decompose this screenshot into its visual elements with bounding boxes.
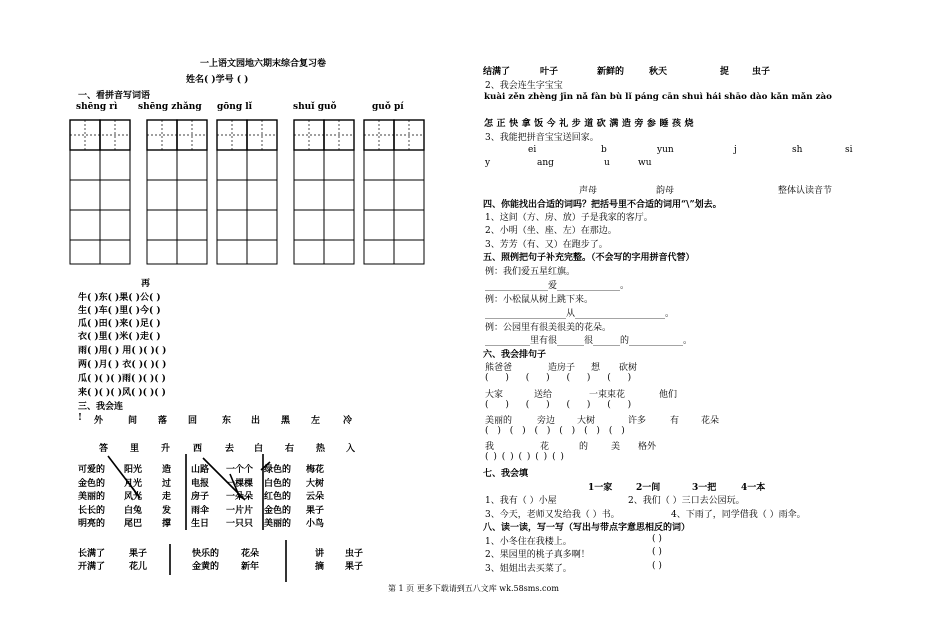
section-8-title: 八、读一读，写一写（写出与带点字意思相反的词）	[483, 523, 691, 533]
opposite-word: 热	[316, 444, 326, 454]
top-line-5: 捉	[720, 67, 730, 77]
top-line-4: 秋天	[649, 67, 668, 77]
match-col-1: 可爱的 金色的 美丽的 长长的 明亮的	[78, 465, 106, 530]
category-shengmu: 声母	[579, 186, 598, 196]
sort-word: 一束束花	[589, 390, 626, 400]
pair-row-1-b: 果子	[129, 549, 148, 559]
q3-item: u	[604, 158, 610, 168]
section-5-example: 例：小松鼠从树上跳下来。	[485, 295, 594, 305]
category-zhengti: 整体认读音节	[778, 186, 833, 196]
opposite-word: 出	[251, 416, 261, 426]
section-7-title: 七、我会填	[483, 469, 529, 479]
opposite-word: 右	[285, 444, 295, 454]
antonym-answer[interactable]: ( )	[652, 561, 662, 571]
opposite-word: 白	[254, 444, 264, 454]
match-col-7: 梅花 大树 云朵 果子 小鸟	[306, 465, 325, 530]
antonym-answer[interactable]: ( )	[652, 547, 662, 557]
name-line: 姓名( )学号 ( )	[186, 75, 249, 85]
match-col-6: 绿色的 白色的 红色的 金色的 美丽的	[264, 465, 292, 530]
opposite-word: 左	[311, 416, 321, 426]
opposite-word: 外	[94, 416, 104, 426]
section-6-title: 六、我会排句子	[483, 350, 547, 360]
sort-word: 花	[540, 442, 550, 452]
page-title: 一上语文园地六期末综合复习卷	[200, 59, 327, 69]
sort-parens[interactable]: ( ) ( ) ( ) ( ) ( )	[485, 452, 564, 462]
pinyin-3: gōng lǐ	[217, 102, 253, 112]
sort-word: 想	[591, 363, 601, 373]
match-col-5: 一个个 一棵棵 一朵朵 一片片 一只只	[226, 465, 254, 530]
word-row-6: 两( )月( ) 衣( )( )( )	[78, 360, 167, 370]
antonym-item: 2、果园里的桃子真多啊！	[485, 550, 590, 560]
sort-word: 旁边	[537, 416, 556, 426]
word-row-8: 来( )( )( )风( )( )( )	[78, 388, 166, 398]
question-3: 3、我能把拼音宝宝送回家。	[485, 133, 599, 143]
opposite-word: 西	[193, 444, 203, 454]
option-3: 3一把	[692, 483, 717, 493]
fill-item[interactable]: 1、我有（ ）小屋	[485, 496, 557, 506]
fill-item[interactable]: 2、我们（ ）三口去公园玩。	[628, 496, 745, 506]
sort-word: 砍树	[619, 363, 638, 373]
opposite-word: 冷	[343, 416, 353, 426]
sort-word: 许多	[628, 416, 647, 426]
pinyin-4: shuǐ guǒ	[293, 102, 337, 112]
sort-word: 美丽的	[485, 416, 513, 426]
section-5-example: 例：公园里有很美很美的花朵。	[485, 323, 612, 333]
q3-item: b	[601, 145, 607, 155]
pair-row-2-f: 果子	[345, 562, 364, 572]
word-row-2: 生( )车( )里( )今( )	[78, 306, 161, 316]
fill-item[interactable]: 3、今天，老师又发给我（ ）书。	[485, 510, 620, 520]
antonym-answer[interactable]: ( )	[652, 534, 662, 544]
q3-item: y	[485, 158, 491, 168]
sort-word: 他们	[659, 390, 678, 400]
q3-item: ang	[537, 158, 554, 168]
pair-row-1-f: 虫子	[345, 549, 364, 559]
section-5-fill[interactable]: __________________从____________________。	[485, 309, 675, 319]
section-3-title: 三、我会连	[78, 402, 124, 412]
pair-row-1-e: 讲	[315, 549, 325, 559]
pair-row-2-b: 花儿	[129, 562, 148, 572]
opposite-word: 去	[225, 444, 235, 454]
word-row-1: 牛( )东( )果( )公( )	[78, 293, 161, 303]
section-2-tail: 再	[141, 279, 151, 289]
sort-parens[interactable]: ( ) ( ) ( ) ( )	[485, 400, 632, 410]
q2-characters: 怎 正 快 拿 饭 今 礼 步 道 砍 满 造 旁 参 睡 孩 烧	[484, 119, 694, 129]
word-row-5: 雨( )用( ) 用( )( )( )	[78, 346, 167, 356]
pair-row-1-c: 快乐的	[192, 549, 220, 559]
top-line-2: 叶子	[540, 67, 559, 77]
section-5-example: 例：我们爱五星红旗。	[485, 267, 576, 277]
sort-word: 我	[485, 442, 495, 452]
q3-item: j	[734, 145, 737, 155]
section-5-fill[interactable]: ______________爱______________。	[485, 281, 630, 291]
section-4-item: 2、小明（坐、座、左）在那边。	[485, 226, 617, 236]
fill-item[interactable]: 4、下雨了，同学借我（ ）雨伞。	[671, 510, 806, 520]
section-5-title: 五、照例把句子补充完整。（不会写的字用拼音代替）	[483, 253, 695, 263]
question-2: 2、我会连生字宝宝	[485, 81, 563, 91]
sort-word: 美	[611, 442, 621, 452]
section-4-item: 3、芳芳（有、又）在跑步了。	[485, 240, 608, 250]
word-row-4: 衣( )里( )米( )走( )	[78, 332, 161, 342]
q3-item: ei	[528, 145, 537, 155]
opposite-word: 东	[222, 416, 232, 426]
sort-parens[interactable]: ( ) ( ) ( ) ( ) ( ) ( )	[485, 426, 625, 436]
q3-item: wu	[638, 158, 652, 168]
q2-pinyin: kuài zěn zhèng jīn nǎ fàn bù lǐ páng cān shuì hái shāo dào kǎn mǎn zào	[484, 92, 832, 102]
match-col-3: 造 过 走 发 撑	[162, 465, 172, 530]
option-1: 1一家	[588, 483, 613, 493]
opposite-word: 答	[99, 444, 109, 454]
antonym-item: 1、小冬住在我楼上。	[485, 537, 572, 547]
sort-word: 送给	[534, 390, 553, 400]
pinyin-1: shēng rì	[76, 102, 118, 112]
section-1-title: 一、看拼音写词语	[78, 91, 151, 101]
antonym-item: 3、姐姐出去买菜了。	[485, 564, 572, 574]
top-line-3: 新鲜的	[597, 67, 625, 77]
sort-word: 的	[579, 442, 589, 452]
match-col-2: 阳光 月光 风光 白兔 尾巴	[124, 465, 143, 530]
pair-row-1-d: 花朵	[241, 549, 260, 559]
sort-word: 有	[670, 416, 680, 426]
sort-word: 熊爸爸	[485, 363, 513, 373]
opposite-word: 间	[128, 416, 138, 426]
pair-row-1-a: 长满了	[78, 549, 106, 559]
category-yunmu: 韵母	[656, 186, 675, 196]
opposite-word: 回	[188, 416, 198, 426]
q3-item: sh	[792, 145, 803, 155]
pair-row-2-e: 摘	[315, 562, 325, 572]
top-line-6: 虫子	[752, 67, 771, 77]
sort-parens[interactable]: ( ) ( ) ( ) ( )	[485, 373, 632, 383]
pinyin-5: guǒ pí	[372, 102, 404, 112]
sort-word: 花朵	[701, 416, 720, 426]
q3-item: yun	[657, 145, 674, 155]
opposite-word: 黑	[281, 416, 291, 426]
opposite-word: 里	[130, 444, 140, 454]
section-5-fill[interactable]: __________里有很______很______的____________。	[485, 336, 693, 346]
option-2: 2一间	[636, 483, 661, 493]
pinyin-2: shēng zhǎng	[138, 102, 202, 112]
sort-word: 格外	[638, 442, 657, 452]
page-footer: 第 1 页 更多下载请到五八文库 wk.58sms.com	[388, 584, 559, 593]
match-col-4: 山路 电报 房子 雨伞 生日	[191, 465, 210, 530]
pair-row-2-a: 开满了	[78, 562, 106, 572]
q3-item: si	[845, 145, 853, 155]
sort-word: 造房子	[548, 363, 576, 373]
pair-row-2-d: 新年	[241, 562, 260, 572]
opposite-word: 入	[346, 444, 356, 454]
opposite-row-prefix: !	[78, 413, 82, 423]
sort-word: 大树	[577, 416, 596, 426]
opposite-word: 升	[161, 444, 171, 454]
opposite-word: 落	[158, 416, 168, 426]
top-line-1: 结满了	[483, 67, 511, 77]
word-row-7: 瓜( )( )( )雨( )( )( )	[78, 374, 166, 384]
pair-row-2-c: 金黄的	[192, 562, 220, 572]
section-4-item: 1、这间（方、房、放）子是我家的客厅。	[485, 213, 653, 223]
sort-word: 大家	[485, 390, 504, 400]
section-4-title: 四、你能找出合适的词吗？把括号里不合适的词用“\”划去。	[483, 200, 722, 210]
option-4: 4一本	[741, 483, 766, 493]
word-row-3: 瓜( )田( )来( )足( )	[78, 319, 161, 329]
